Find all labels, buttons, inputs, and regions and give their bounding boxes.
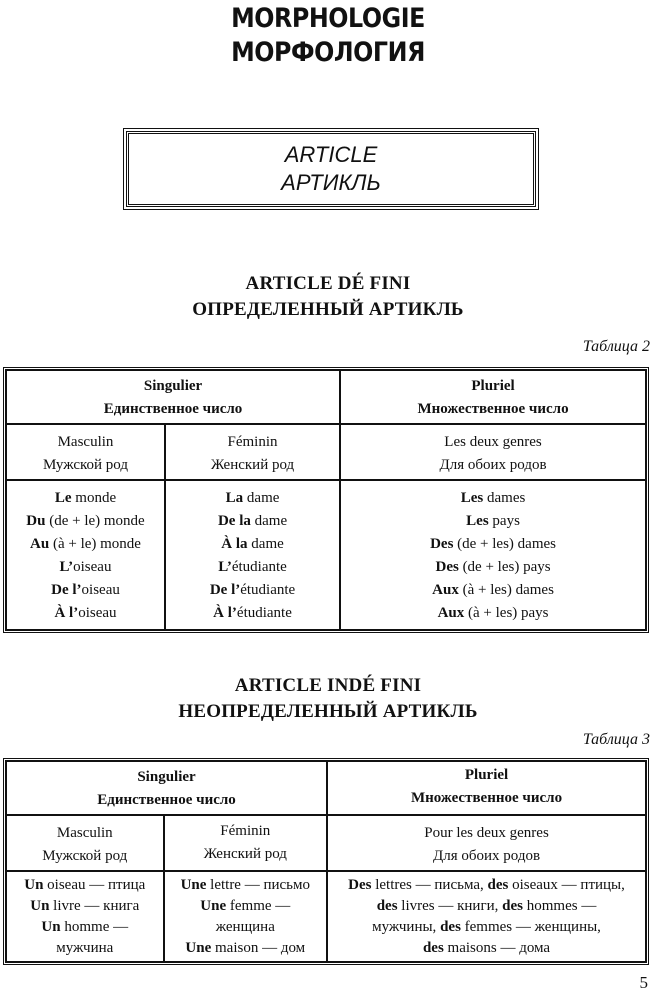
masculine-header	[6, 424, 165, 480]
example-line	[9, 917, 161, 938]
example-text: (à + les) dames	[458, 582, 554, 598]
both-ru: Для обоих родов	[432, 848, 541, 864]
example-text: femme —	[226, 898, 291, 914]
page-title-ru: МОРФОЛОГИЯ	[231, 37, 425, 68]
singular-header	[6, 761, 327, 815]
example-line	[167, 938, 325, 959]
both-fr: Les deux genres	[444, 434, 542, 450]
singular-ru: Единственное число	[97, 792, 236, 808]
example-text: (de + les) dames	[453, 536, 556, 552]
indefinite-article-table	[3, 758, 649, 965]
section-title-box	[126, 131, 536, 207]
fem-ru: Женский род	[203, 846, 287, 862]
both-genders-header	[327, 815, 646, 871]
example-text: monde	[71, 490, 117, 506]
both-fr: Pour les deux genres	[424, 825, 549, 841]
masculine-examples	[6, 871, 164, 962]
article-word: L’	[218, 559, 232, 575]
example-text: livres — книги,	[397, 898, 503, 914]
definite-heading-fr: ARTICLE DÉ FINI	[245, 273, 411, 294]
example-line	[343, 556, 643, 579]
article-word: des	[502, 898, 523, 914]
example-text: oiseau	[78, 605, 117, 621]
plural-ru: Множественное число	[410, 790, 563, 806]
table-header-row	[6, 370, 646, 424]
definite-article-table	[3, 367, 649, 633]
singular-header	[6, 370, 340, 424]
example-line	[330, 875, 643, 896]
article-word: Des	[430, 536, 454, 552]
example-text: мужчина	[56, 940, 114, 956]
article-word: Une	[200, 898, 227, 914]
example-text: lettre — письмо	[206, 877, 311, 893]
article-word: Les	[460, 490, 484, 506]
article-word: des	[422, 940, 444, 956]
article-word: Aux	[432, 582, 459, 598]
singular-fr: Singulier	[137, 769, 196, 785]
article-word: Du	[26, 513, 46, 529]
fem-fr: Féminin	[220, 823, 271, 839]
example-text: (à + les) pays	[464, 605, 549, 621]
example-line	[343, 602, 643, 625]
gender-row	[6, 424, 646, 480]
example-line	[343, 533, 643, 556]
article-word: des	[487, 877, 509, 893]
example-text: женщина	[215, 919, 275, 935]
plural-header	[340, 370, 646, 424]
example-line	[343, 579, 643, 602]
example-text: femmes — женщины,	[460, 919, 601, 935]
article-word: Les	[466, 513, 489, 529]
example-text: мужчины,	[372, 919, 441, 935]
indefinite-heading-fr: ARTICLE INDÉ FINI	[234, 675, 422, 696]
example-line	[168, 602, 337, 625]
example-text: maison — дом	[211, 940, 306, 956]
article-word: À la	[221, 536, 248, 552]
article-word: L’	[59, 559, 74, 575]
example-line	[168, 579, 337, 602]
both-ru: Для обоих родов	[439, 457, 547, 473]
article-word: Le	[54, 490, 72, 506]
example-line	[168, 556, 337, 579]
page-number: 5	[639, 973, 648, 992]
article-word: La	[225, 490, 244, 506]
article-word: De l’	[51, 582, 82, 598]
example-line	[168, 510, 337, 533]
fem-ru: Женский род	[210, 457, 295, 473]
masc-ru: Мужской род	[42, 848, 128, 864]
example-text: lettres — письма,	[371, 877, 488, 893]
example-text: (de + les) pays	[458, 559, 551, 575]
table-caption-2: Таблица 2	[582, 338, 650, 355]
example-line	[330, 917, 643, 938]
example-line	[9, 533, 162, 556]
article-word: Une	[185, 940, 212, 956]
example-line	[343, 487, 643, 510]
example-line	[168, 487, 337, 510]
example-text: (de + le) monde	[45, 513, 145, 529]
page-title-fr: MORPHOLOGIE	[231, 3, 425, 34]
example-line	[330, 896, 643, 917]
masc-fr: Masculin	[57, 434, 114, 450]
page-title	[0, 2, 656, 70]
feminine-examples	[165, 480, 340, 630]
example-line	[9, 938, 161, 959]
feminine-header	[165, 424, 340, 480]
fem-fr: Féminin	[227, 434, 278, 450]
article-word: Des	[348, 877, 372, 893]
example-text: oiseau	[73, 559, 112, 575]
feminine-header	[164, 815, 328, 871]
article-word: De la	[217, 513, 251, 529]
definite-heading-ru: ОПРЕДЕЛЕННЫЙ АРТИКЛЬ	[192, 299, 464, 320]
section-title-fr: ARTICLE	[284, 142, 378, 167]
example-line	[168, 533, 337, 556]
plural-fr: Pluriel	[471, 378, 515, 394]
plural-fr: Pluriel	[464, 767, 509, 783]
example-text: oiseau — птица	[43, 877, 146, 893]
article-word: Des	[435, 559, 459, 575]
article-word: des	[440, 919, 461, 935]
example-text: maisons — дома	[443, 940, 551, 956]
article-word: Un	[41, 919, 61, 935]
example-text: pays	[488, 513, 520, 529]
example-text: (à + le) monde	[49, 536, 141, 552]
article-word: De l’	[209, 582, 241, 598]
article-word: À l’	[213, 605, 237, 621]
table-header-row	[6, 761, 646, 815]
plural-examples	[340, 480, 646, 630]
plural-header	[327, 761, 646, 815]
article-word: des	[376, 898, 398, 914]
section-title-ru: АРТИКЛЬ	[281, 170, 381, 195]
masculine-header	[6, 815, 164, 871]
indefinite-heading-ru: НЕОПРЕДЕЛЕННЫЙ АРТИКЛЬ	[178, 701, 478, 722]
example-line	[9, 510, 162, 533]
example-line	[9, 487, 162, 510]
masculine-examples	[6, 480, 165, 630]
example-text: homme —	[60, 919, 129, 935]
article-word: Au	[30, 536, 50, 552]
table-caption-3: Таблица 3	[582, 731, 650, 748]
example-line	[330, 938, 643, 959]
example-text: dames	[483, 490, 526, 506]
plural-examples	[327, 871, 646, 962]
article-word: Un	[30, 898, 50, 914]
plural-ru: Множественное число	[417, 401, 569, 417]
article-word: Aux	[437, 605, 465, 621]
masc-ru: Мужской род	[42, 457, 128, 473]
example-line	[9, 556, 162, 579]
article-word: À l’	[54, 605, 79, 621]
example-text: dame	[247, 536, 284, 552]
singular-fr: Singulier	[143, 378, 203, 394]
article-word: Un	[24, 877, 44, 893]
examples-row	[6, 480, 646, 630]
example-text: dame	[243, 490, 280, 506]
example-line	[9, 579, 162, 602]
example-text: dame	[250, 513, 288, 529]
definite-article-heading	[0, 271, 656, 323]
example-line	[167, 875, 325, 896]
both-genders-header	[340, 424, 646, 480]
singular-ru: Единственное число	[103, 401, 243, 417]
example-line	[167, 917, 325, 938]
feminine-examples	[164, 871, 328, 962]
example-text: livre — книга	[49, 898, 140, 914]
article-word: Une	[180, 877, 207, 893]
example-text: étudiante	[240, 582, 296, 598]
example-text: oiseau	[81, 582, 120, 598]
examples-row	[6, 871, 646, 962]
example-text: oiseaux — птицы,	[508, 877, 625, 893]
example-line	[9, 896, 161, 917]
example-text: étudiante	[236, 605, 292, 621]
example-line	[167, 896, 325, 917]
masc-fr: Masculin	[56, 825, 113, 841]
example-text: hommes —	[523, 898, 597, 914]
gender-row	[6, 815, 646, 871]
example-line	[343, 510, 643, 533]
example-line	[9, 875, 161, 896]
example-text: étudiante	[231, 559, 287, 575]
indefinite-article-heading	[0, 673, 656, 725]
example-line	[9, 602, 162, 625]
